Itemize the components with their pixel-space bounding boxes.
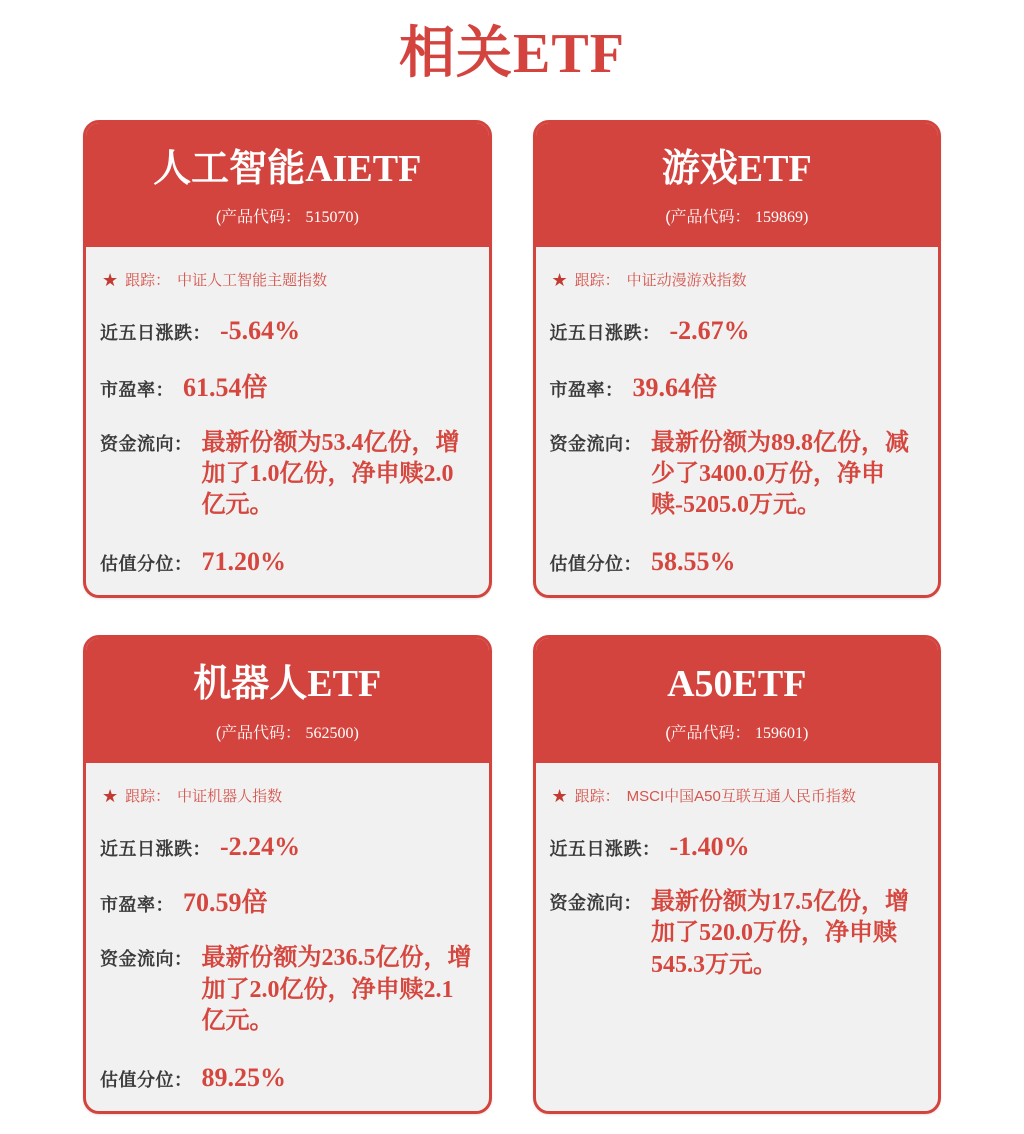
- track-index: 中证人工智能主题指数: [177, 272, 328, 290]
- card-header: [536, 123, 939, 248]
- card-title-en: AIETF: [305, 147, 422, 190]
- change-label: 近五日涨跌：: [549, 839, 661, 860]
- product-code-number: 515070): [305, 209, 359, 227]
- product-code-label: (产品代码：: [665, 725, 751, 743]
- track-index: 中证机器人指数: [177, 788, 283, 806]
- etf-card-robot: [83, 635, 492, 1114]
- track-row: [552, 269, 925, 290]
- pe-label: 市盈率：: [549, 379, 624, 400]
- change-label: 近五日涨跌：: [549, 323, 661, 344]
- card-title-en: ETF: [307, 663, 382, 706]
- star-icon: ★: [551, 269, 568, 290]
- track-row: [102, 785, 475, 806]
- track-label: 跟踪：: [125, 272, 171, 290]
- track-row: [552, 785, 925, 806]
- product-code: [544, 720, 931, 743]
- valuation-value: 71.20%: [201, 547, 286, 577]
- flow-value: 最新份额为53.4亿份，增加了1.0亿份，净申赎2.0亿元。: [201, 429, 460, 519]
- flow-label: 资金流向：: [100, 433, 193, 454]
- pe-number: 70.59: [183, 888, 242, 918]
- track-label: 跟踪：: [125, 788, 171, 806]
- etf-card-ai: [83, 120, 492, 599]
- star-icon: ★: [551, 785, 568, 806]
- pe-value: [183, 887, 268, 918]
- pe-number: 61.54: [183, 372, 242, 402]
- track-label: 跟踪：: [574, 272, 620, 290]
- product-code-number: 562500): [305, 725, 359, 743]
- card-title-zh: 游戏: [661, 147, 738, 190]
- pe-value: [183, 372, 268, 403]
- metric-flow: [550, 887, 925, 981]
- product-code: [94, 204, 481, 227]
- metric-flow: [100, 428, 475, 522]
- product-code: [94, 720, 481, 743]
- metric-valuation: [550, 546, 925, 577]
- flow-label: 资金流向：: [549, 893, 642, 914]
- product-code-number: 159869): [754, 209, 809, 227]
- flow-label: 资金流向：: [549, 433, 642, 454]
- card-header: [86, 638, 489, 763]
- pe-label: 市盈率：: [100, 895, 174, 916]
- metric-change: [100, 315, 475, 346]
- change-label: 近五日涨跌：: [100, 323, 211, 344]
- change-value: -1.40%: [669, 832, 750, 862]
- metric-change: [550, 831, 925, 862]
- flow-value: 最新份额为236.5亿份，增加了2.0亿份，净申赎2.1亿元。: [201, 945, 472, 1034]
- card-header: [536, 638, 939, 763]
- star-icon: ★: [102, 785, 119, 806]
- metric-pe: [100, 372, 475, 403]
- change-label: 近五日涨跌：: [100, 839, 211, 860]
- pe-unit: 倍: [241, 887, 268, 918]
- card-header: [86, 123, 489, 248]
- valuation-label: 估值分位：: [100, 1069, 193, 1090]
- valuation-label: 估值分位：: [100, 554, 193, 575]
- product-code-label: (产品代码：: [215, 725, 302, 743]
- change-value: -2.67%: [669, 316, 750, 346]
- card-body: [86, 763, 489, 1111]
- metric-flow: [100, 943, 475, 1037]
- change-value: -2.24%: [220, 832, 301, 862]
- card-title-zh: 机器人: [193, 663, 308, 706]
- star-icon: ★: [102, 269, 119, 290]
- pe-number: 39.64: [632, 372, 691, 402]
- metric-change: [550, 315, 925, 346]
- card-title-en: ETF: [737, 147, 812, 190]
- card-body: [536, 763, 939, 1111]
- track-label: 跟踪：: [574, 788, 620, 806]
- track-row: [102, 269, 475, 290]
- product-code: [544, 204, 931, 227]
- etf-card-game: [533, 120, 942, 599]
- card-title: [544, 147, 931, 193]
- flow-value: 最新份额为89.8亿份，减少了3400.0万份，净申赎-5205.0万元。: [651, 429, 909, 519]
- valuation-label: 估值分位：: [549, 554, 642, 575]
- page-title: [0, 22, 1024, 86]
- card-body: [536, 247, 939, 595]
- product-code-label: (产品代码：: [665, 209, 751, 227]
- flow-value: 最新份额为17.5亿份，增加了520.0万份，净申赎545.3万元。: [651, 889, 909, 978]
- card-body: [86, 247, 489, 595]
- track-index: 中证动漫游戏指数: [626, 272, 747, 290]
- metric-pe: [550, 372, 925, 403]
- card-title: [544, 662, 931, 708]
- card-title: [94, 662, 481, 708]
- metric-pe: [100, 887, 475, 918]
- pe-unit: 倍: [691, 371, 718, 402]
- track-index: MSCI中国A50互联互通人民币指数: [626, 788, 856, 806]
- pe-unit: 倍: [241, 371, 268, 402]
- flow-label: 资金流向：: [100, 949, 193, 970]
- change-value: -5.64%: [220, 316, 301, 346]
- valuation-value: 58.55%: [651, 547, 736, 577]
- etf-card-a50: [533, 635, 942, 1114]
- page-title-en: ETF: [513, 23, 625, 85]
- product-code-number: 159601): [754, 725, 809, 743]
- card-title-zh: 人工智能: [153, 147, 306, 190]
- card-title: [94, 147, 481, 193]
- metric-valuation: [100, 1062, 475, 1093]
- card-title-en: A50ETF: [667, 663, 807, 706]
- pe-value: [633, 372, 718, 403]
- metric-change: [100, 831, 475, 862]
- etf-card-grid: [83, 120, 941, 1114]
- metric-valuation: [100, 546, 475, 577]
- valuation-value: 89.25%: [201, 1062, 286, 1092]
- pe-label: 市盈率：: [100, 379, 174, 400]
- product-code-label: (产品代码：: [215, 209, 302, 227]
- metric-flow: [550, 428, 925, 522]
- page-title-zh: 相关: [399, 21, 514, 84]
